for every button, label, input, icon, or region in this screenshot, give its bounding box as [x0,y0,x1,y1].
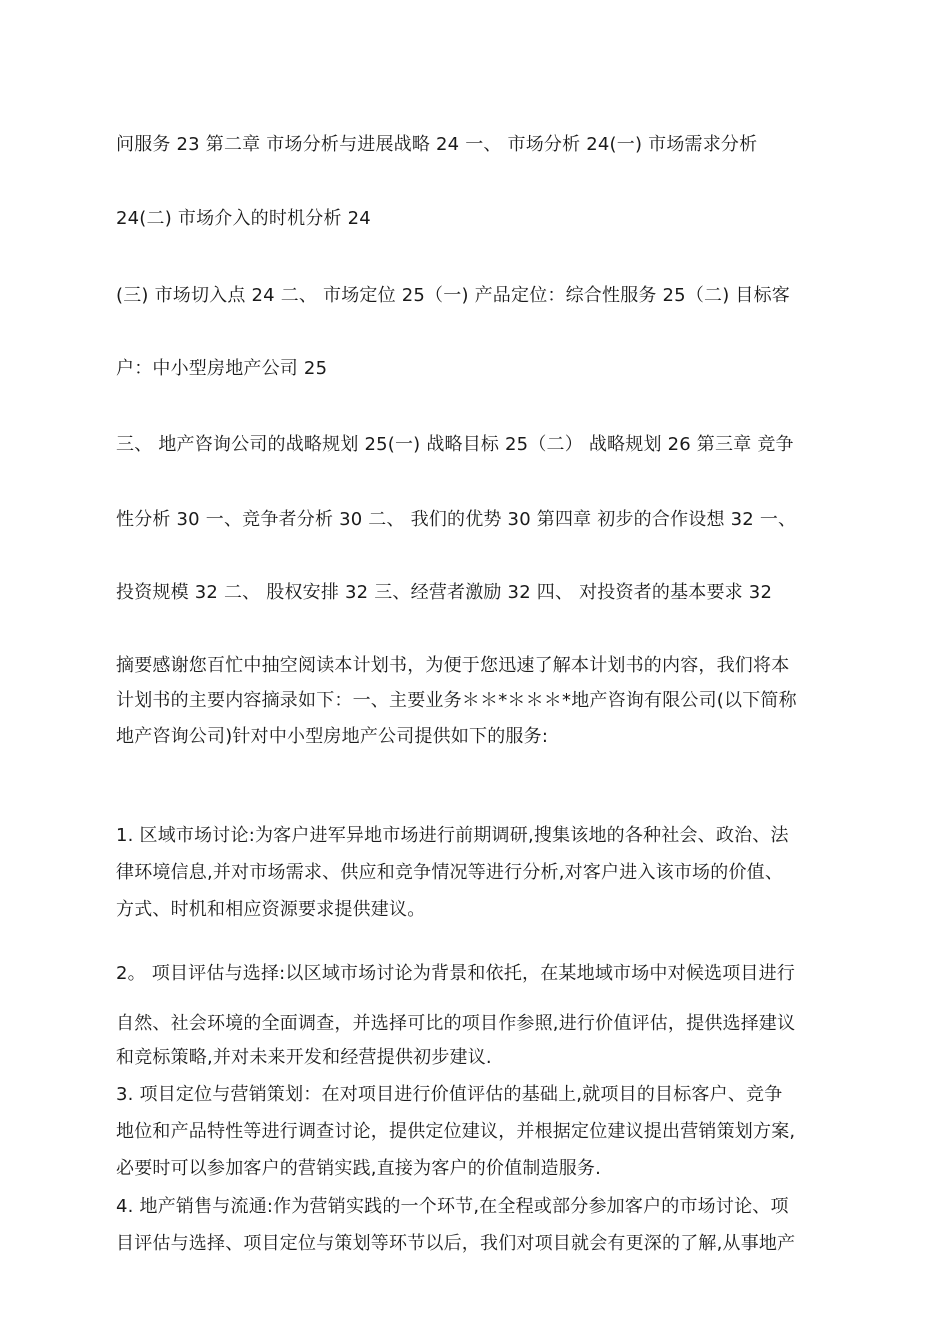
service-item-1-line: 1. 区域市场讨论:为客户进军异地市场进行前期调研,搜集该地的各种社会、政治、法 [116,825,789,846]
service-item-2-line: 2。 项目评估与选择:以区域市场讨论为背景和依托，在某地域市场中对候选项目进行 [116,963,796,984]
toc-line: 三、 地产咨询公司的战略规划 25(一) 战略目标 25（二） 战略规划 26 第三章 竞争 [116,434,794,455]
service-item-4-line: 目评估与选择、项目定位与策划等环节以后，我们对项目就会有更深的了解,从事地产 [116,1233,796,1254]
summary-line: 地产咨询公司)针对中小型房地产公司提供如下的服务: [116,726,549,747]
toc-line: 投资规模 32 二、 股权安排 32 三、经营者激励 32 四、 对投资者的基本要求 32 [116,582,773,603]
toc-line: 24(二) 市场介入的时机分析 24 [116,208,371,229]
summary-line: 摘要感谢您百忙中抽空阅读本计划书，为便于您迅速了解本计划书的内容，我们将本 [116,655,790,676]
service-item-1-line: 律环境信息,并对市场需求、供应和竞争情况等进行分析,对客户进入该市场的价值、 [116,862,784,883]
service-item-3-line: 必要时可以参加客户的营销实践,直接为客户的价值制造服务. [116,1158,602,1179]
toc-line: 户：中小型房地产公司 25 [116,358,328,379]
toc-line: 问服务 23 第二章 市场分析与进展战略 24 一、 市场分析 24(一) 市场需求分析 [116,134,758,155]
service-item-3-line: 3. 项目定位与营销策划：在对项目进行价值评估的基础上,就项目的目标客户、竞争 [116,1084,783,1105]
toc-line: 性分析 30 一、竞争者分析 30 二、 我们的优势 30 第四章 初步的合作设想 32 一、 [116,509,797,530]
service-item-1-line: 方式、时机和相应资源要求提供建议。 [116,899,426,920]
service-item-2-line: 自然、社会环境的全面调查，并选择可比的项目作参照,进行价值评估，提供选择建议 [116,1013,796,1034]
service-item-4-line: 4. 地产销售与流通:作为营销实践的一个环节,在全程或部分参加客户的市场讨论、项 [116,1196,789,1217]
toc-line: (三) 市场切入点 24 二、 市场定位 25（一) 产品定位：综合性服务 25（二) 目标客 [116,285,790,306]
service-item-2-line: 和竞标策略,并对未来开发和经营提供初步建议. [116,1047,492,1068]
summary-line: 计划书的主要内容摘录如下：一、主要业务＊＊*＊＊＊*地产咨询有限公司(以下简称 [116,690,797,711]
service-item-3-line: 地位和产品特性等进行调查讨论，提供定位建议，并根据定位建议提出营销策划方案, [116,1121,796,1142]
